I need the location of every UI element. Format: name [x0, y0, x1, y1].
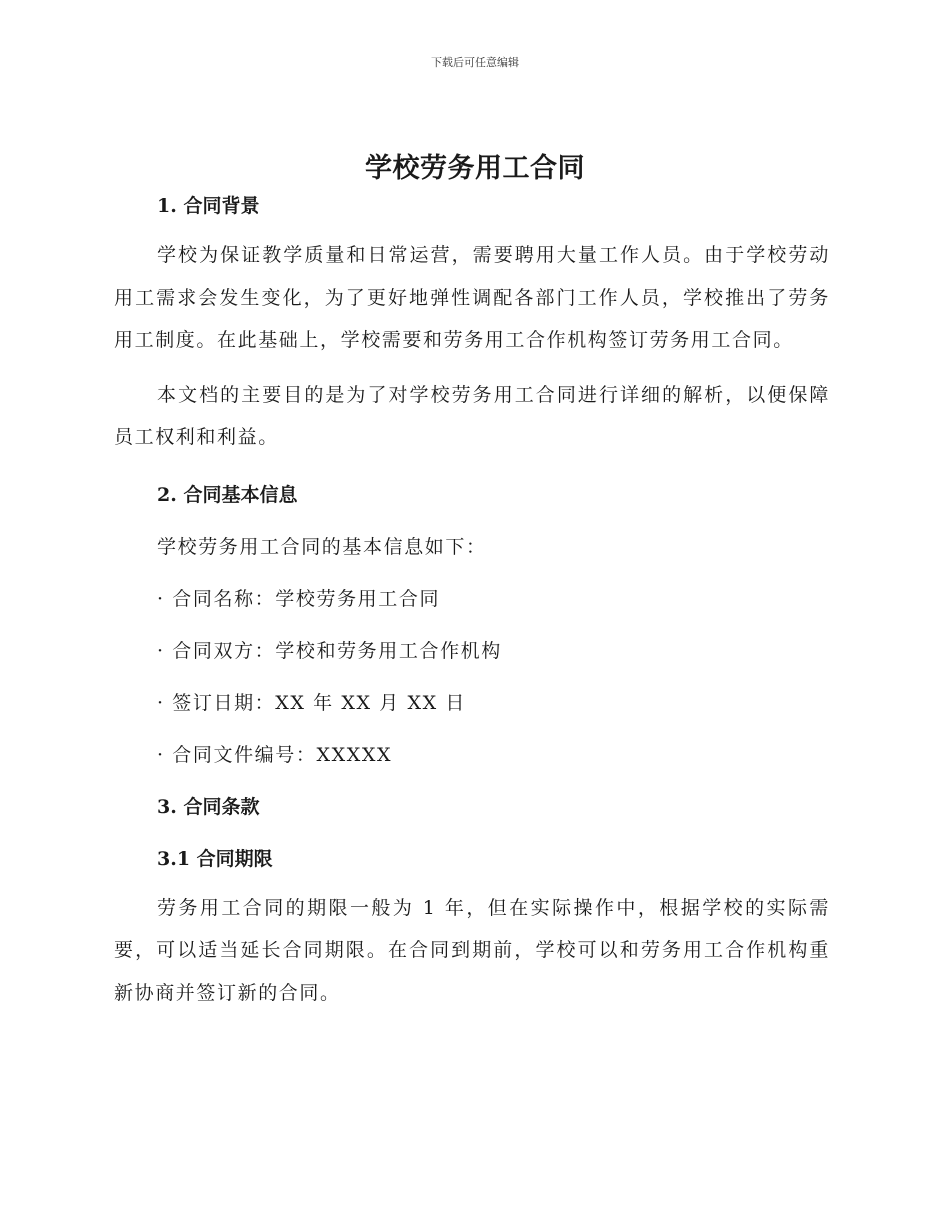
section-3-1-heading: 3.1 合同期限	[157, 847, 273, 870]
section-1-paragraph-1: 学校为保证教学质量和日常运营，需要聘用大量工作人员。由于学校劳动用工需求会发生变化，为了更好地弹性调配各部门工作人员，学校推出了劳务用工制度。在此基础上，学校需要和劳务用工合作机构签订劳务用工合同。	[114, 244, 830, 351]
section-1-heading: 1. 合同背景	[157, 195, 260, 217]
info-item-parties: · 合同双方：学校和劳务用工合作机构	[157, 639, 502, 662]
section-2-heading: 2. 合同基本信息	[157, 483, 298, 506]
section-3-heading: 3. 合同条款	[157, 795, 260, 818]
info-item-file-number: · 合同文件编号：XXXXX	[157, 743, 393, 766]
document-title: 学校劳务用工合同	[365, 153, 585, 184]
info-item-contract-name: · 合同名称：学校劳务用工合同	[157, 587, 441, 610]
section-1-paragraph-2: 本文档的主要目的是为了对学校劳务用工合同进行详细的解析，以便保障员工权利和利益。	[114, 383, 830, 448]
section-2-intro: 学校劳务用工合同的基本信息如下：	[157, 535, 487, 558]
header-note: 下载后可任意编辑	[431, 56, 519, 69]
section-3-1-paragraph: 劳务用工合同的期限一般为 1 年，但在实际操作中，根据学校的实际需要，可以适当延长合同期限。在合同到期前，学校可以和劳务用工合作机构重新协商并签订新的合同。	[114, 896, 830, 1004]
document-body	[114, 190, 830, 1014]
info-item-sign-date: · 签订日期：XX 年 XX 月 XX 日	[157, 691, 467, 714]
